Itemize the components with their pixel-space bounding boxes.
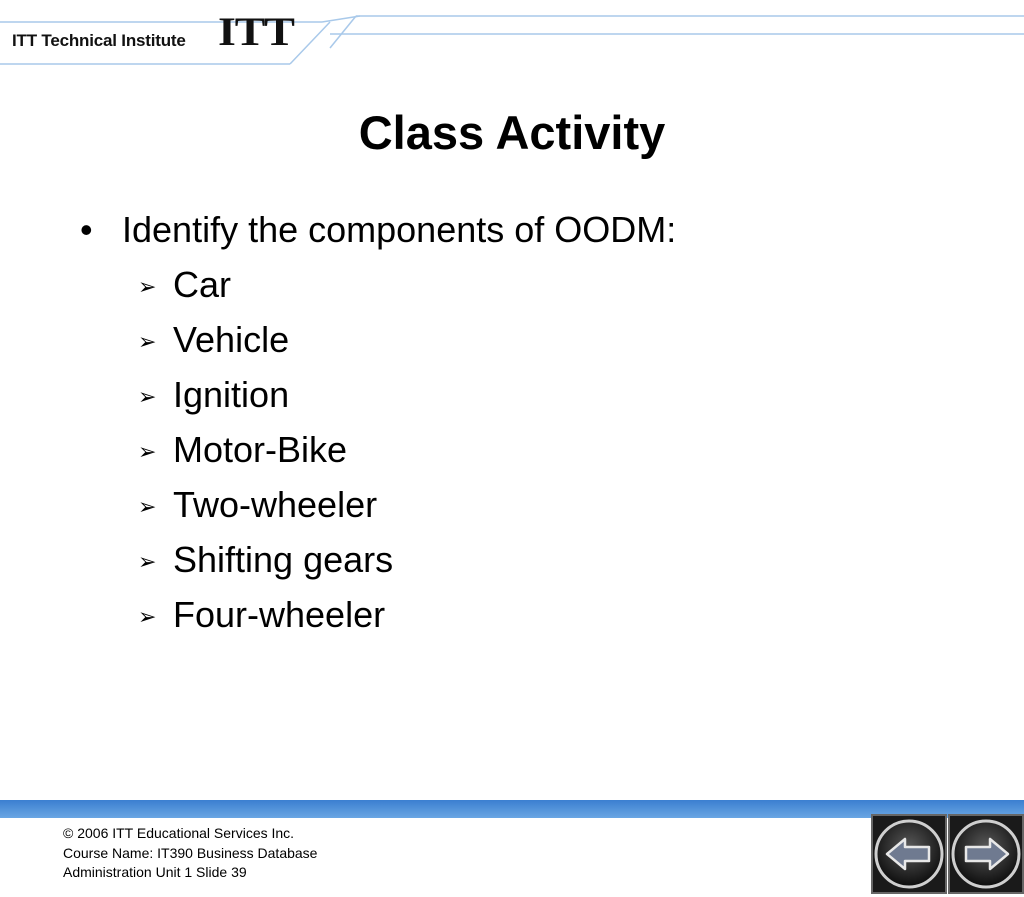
list-item-text: Four-wheeler [173,594,386,635]
main-bullet [80,205,676,255]
arrow-bullet-icon: ➢ [138,384,157,409]
list-item [138,590,638,640]
arrow-bullet-icon: ➢ [138,549,157,574]
brand-name: ITT Technical Institute [12,31,186,50]
left-arrow-icon [871,814,947,894]
next-slide-button[interactable] [948,814,1024,894]
main-bullet-text: Identify the components of OODM: [122,209,677,250]
footer-info [63,824,317,883]
list-item-text: Ignition [173,374,290,415]
bullet-dot-icon: • [80,209,93,250]
list-item [138,425,638,475]
list-item-text: Motor-Bike [173,429,348,470]
list-item [138,535,638,585]
list-item-text: Car [173,264,232,305]
previous-slide-button[interactable] [871,814,947,894]
arrow-bullet-icon: ➢ [138,274,157,299]
list-item [138,315,638,365]
slide-title: Class Activity [358,106,666,159]
list-item [138,480,638,530]
arrow-bullet-icon: ➢ [138,329,157,354]
arrow-bullet-icon: ➢ [138,494,157,519]
list-item-text: Vehicle [173,319,290,360]
arrow-bullet-icon: ➢ [138,604,157,629]
itt-logo: ITT [218,9,294,54]
list-item-text: Two-wheeler [173,484,378,525]
arrow-bullet-icon: ➢ [138,439,157,464]
unit-slide-text: Administration Unit 1 Slide 39 [63,864,247,880]
course-name-text: Course Name: IT390 Business Database [63,844,318,861]
list-item-text: Shifting gears [173,539,394,580]
header [0,0,1024,72]
right-arrow-icon [948,814,1024,894]
list-item [138,370,638,420]
list-item [138,260,638,310]
copyright-text: © 2006 ITT Educational Services Inc. [63,825,295,841]
